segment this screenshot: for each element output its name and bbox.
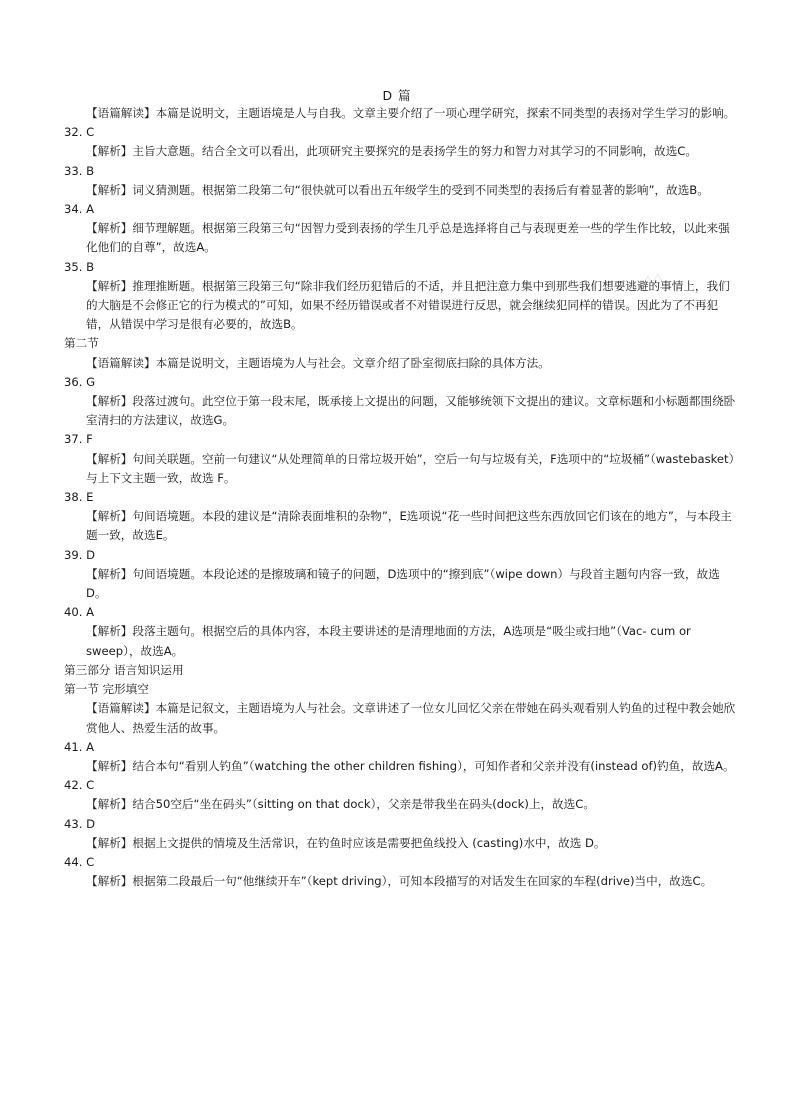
explanation-paragraph: 【解析】段落主题句。根据空后的具体内容，本段主要讲述的是清理地面的方法，A选项是“吸尘或扫地”（Vac- cum or sweep），故选A。 bbox=[86, 624, 691, 658]
explanation-paragraph: 【解析】词义猜测题。根据第二段第二句“很快就可以看出五年级学生的受到不同类型的表扬后有着显著的影响”，故选B。 bbox=[86, 182, 709, 197]
answer-number: 42. C bbox=[64, 778, 95, 793]
section-label: 第三部分 语言知识运用 bbox=[64, 662, 184, 677]
explanation-paragraph: 【解析】段落过渡句。此空位于第一段末尾，既承接上文提出的问题，又能够统领下文提出的建议。文章标题和小标题都围绕卧室清扫的方法建议，故选G。 bbox=[86, 394, 736, 428]
answer-number: 35. B bbox=[64, 259, 95, 274]
section-label: 第一节 完形填空 bbox=[64, 682, 149, 697]
explanation-paragraph: 【解析】根据第二段最后一句“他继续开车”（kept driving），可知本段描写的对话发生在回家的车程(drive)当中，故选C。 bbox=[86, 874, 713, 889]
faint-watermark-mark bbox=[640, 272, 666, 290]
answer-number: 40. A bbox=[64, 605, 95, 620]
explanation-paragraph: 【解析】句间语境题。本段论述的是擦玻璃和镜子的问题，D选项中的“擦到底”（wipe down）与段首主题句内容一致，故选D。 bbox=[86, 566, 720, 601]
explanation-paragraph: 【解析】主旨大意题。结合全文可以看出，此项研究主要探究的是表扬学生的努力和智力对其学习的不同影响，故选C。 bbox=[86, 144, 697, 159]
answer-number: 39. D bbox=[64, 547, 96, 562]
answer-number: 41. A bbox=[64, 739, 95, 754]
explanation-paragraph: 【语篇解读】本篇是记叙文，主题语境为人与社会。文章讲述了一位女儿回忆父亲在带她在码头观看别人钓鱼的过程中教会她欣赏他人、热爱生活的故事。 bbox=[86, 701, 736, 735]
explanation-paragraph: 【解析】句间语境题。本段的建议是“清除表面堆积的杂物”，E选项说“花一些时间把这些东西放回它们该在的地方”，与本段主题一致，故选E。 bbox=[86, 509, 732, 543]
explanation-paragraph: 【解析】细节理解题。根据第三段第三句“因智力受到表扬的学生几乎总是选择将自己与表现更差一些的学生作比较，以此来强化他们的自尊”，故选A。 bbox=[86, 221, 730, 255]
answer-number: 44. C bbox=[64, 854, 95, 869]
explanation-paragraph: 【解析】句间关联题。空前一句建议“从处理简单的日常垃圾开始”，空后一句与垃圾有关，F选项中的“垃圾桶”（wastebasket）与上下文主题一致，故选 F。 bbox=[86, 451, 735, 485]
section-heading: D 篇 bbox=[382, 88, 412, 103]
explanation-paragraph: 【语篇解读】本篇是说明文，主题语境为人与社会。文章介绍了卧室彻底扫除的具体方法。 bbox=[86, 355, 550, 370]
section-label: 第二节 bbox=[64, 336, 99, 351]
answer-number: 38. E bbox=[64, 490, 94, 505]
answer-number: 32. C bbox=[64, 125, 95, 140]
explanation-paragraph: 【语篇解读】本篇是说明文，主题语境是人与自我。文章主要介绍了一项心理学研究，探索不同类型的表扬对学生学习的影响。 bbox=[86, 106, 736, 120]
answer-number: 36. G bbox=[64, 374, 96, 389]
explanation-paragraph: 【解析】结合本句“看别人钓鱼”（watching the other children fishing），可知作者和父亲并没有(instead of)钓鱼，故选A。 bbox=[86, 758, 735, 773]
explanation-paragraph: 【解析】结合50空后“坐在码头”（sitting on that dock），父亲是带我坐在码头(dock)上，故选C。 bbox=[86, 797, 595, 812]
answer-number: 34. A bbox=[64, 202, 95, 217]
explanation-paragraph: 【解析】推理推断题。根据第三段第三句“除非我们经历犯错后的不适，并且把注意力集中到那些我们想要逃避的事情上，我们的大脑是不会修正它的行为模式的”可知，如果不经历错误或者不对错误进行反思，就会继续犯同样的错误。因此为了不再犯错，从错误中学习是很有必要的，故选B。 bbox=[86, 278, 730, 332]
explanation-paragraph: 【解析】根据上文提供的情境及生活常识，在钓鱼时应该是需要把鱼线投入 (casting)水中，故选 D。 bbox=[86, 835, 606, 850]
answer-number: 37. F bbox=[64, 432, 93, 447]
answer-number: 33. B bbox=[64, 163, 95, 178]
answer-number: 43. D bbox=[64, 816, 96, 831]
answer-explanations bbox=[64, 104, 736, 891]
